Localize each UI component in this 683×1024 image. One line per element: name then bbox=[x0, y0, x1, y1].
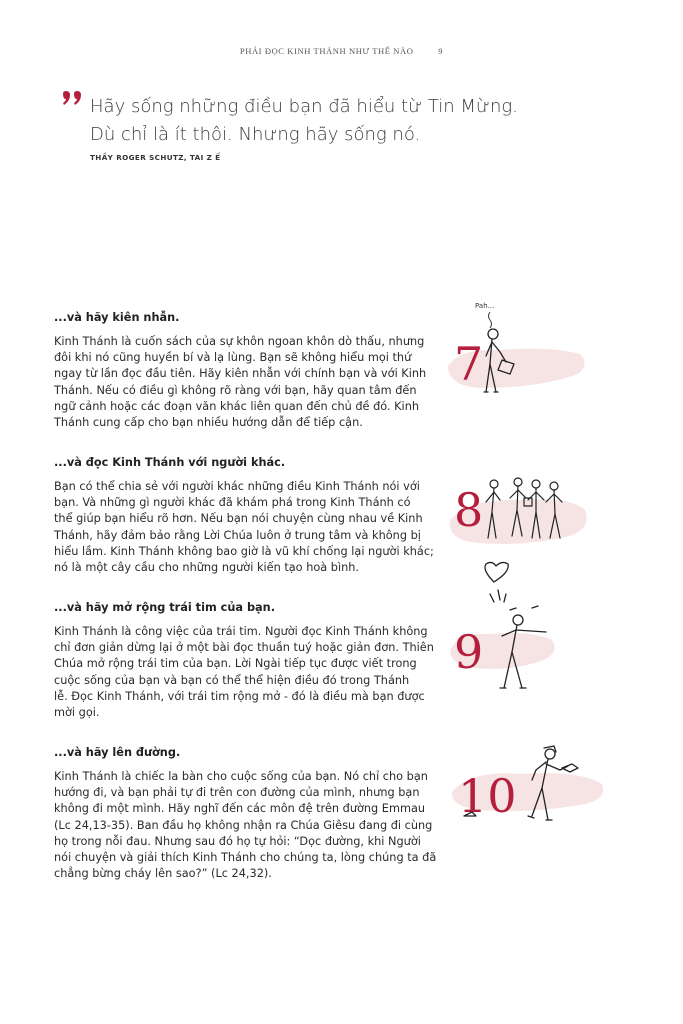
running-title: PHẢI ĐỌC KINH THÁNH NHƯ THẾ NÀO bbox=[239, 46, 414, 56]
section-9 bbox=[54, 601, 438, 721]
section-body bbox=[54, 624, 438, 721]
body-line: nói chuyện và giải thích Kinh Thánh cho chúng ta, lòng chúng ta đã bbox=[54, 851, 437, 865]
body-line: đôi khi nó cũng huyền bí và lạ lùng. Bạn sẽ không hiểu mọi thứ bbox=[54, 351, 412, 365]
body-line: hiểu lầm. Kinh Thánh không bao giờ là vũ khí chống lại người khác; bbox=[54, 544, 434, 558]
body-line: họ trong nỗi đau. Nhưng sau đó họ tự hỏi: “Dọc đường, khi Người bbox=[54, 834, 421, 848]
body-line: Kinh Thánh là chiếc la bàn cho cuộc sống của bạn. Nó chỉ cho bạn bbox=[54, 770, 428, 783]
section-body bbox=[54, 479, 438, 576]
body-line: nó là một cây cầu cho những người kiến tạo hoà bình. bbox=[54, 561, 359, 575]
quote-line: Hãy sống những điều bạn đã hiểu từ Tin Mừng. bbox=[90, 96, 518, 117]
body-line: chẳng bừng cháy lên sao?” (Lc 24,32). bbox=[54, 867, 272, 881]
body-line: Bạn có thể chia sẻ với người khác những điều Kinh Thánh nói với bbox=[54, 480, 420, 493]
body-line: (Lc 24,13-35). Ban đầu họ không nhận ra Chúa Giêsu đang đi cùng bbox=[54, 818, 433, 832]
body-line: Kinh Thánh là cuốn sách của sự khôn ngoan khôn dò thấu, nhưng bbox=[54, 335, 425, 348]
body-line: cuộc sống của bạn và bạn có thể thể hiện điều đó trong Thánh bbox=[54, 673, 410, 687]
number-9: 9 bbox=[454, 625, 484, 679]
body-line: Thánh. Nếu có điều gì không rõ ràng với bạn, hãy quan tâm đến bbox=[54, 383, 417, 397]
section-title: ...và đọc Kinh Thánh với người khác. bbox=[54, 456, 286, 469]
section-title: ...và hãy lên đường. bbox=[54, 746, 181, 759]
quote-author: THẦY ROGER SCHUTZ, TAI Z Ế bbox=[90, 153, 221, 162]
body-line: mời gọi. bbox=[54, 706, 100, 720]
running-head bbox=[0, 46, 683, 56]
body-line: Chúa mở rộng trái tim của bạn. Lời Ngài tiếp tục được viết trong bbox=[54, 657, 417, 671]
illustration-8 bbox=[440, 468, 600, 558]
quote-mark-icon bbox=[61, 90, 85, 114]
quote-line: Dù chỉ là ít thôi. Nhưng hãy sống nó. bbox=[90, 124, 421, 145]
quote-text bbox=[90, 93, 590, 149]
number-8: 8 bbox=[454, 483, 484, 537]
page-number: 9 bbox=[438, 46, 444, 56]
body-line: không đi một mình. Hãy nghĩ đến các môn đệ trên đường Emmau bbox=[54, 802, 426, 816]
body-line: ngay từ lần đọc đầu tiên. Hãy kiên nhẫn với chính bạn và với Kinh bbox=[54, 367, 427, 381]
illustration-caption: Pah... bbox=[475, 302, 495, 310]
illustration-7 bbox=[440, 292, 600, 404]
body-line: Kinh Thánh là công việc của trái tim. Người đọc Kinh Thánh không bbox=[54, 625, 428, 638]
section-body bbox=[54, 769, 438, 882]
body-line: Thánh cung cấp cho bạn nhiều hướng dẫn để tiếp cận. bbox=[54, 416, 363, 430]
section-title: ...và hãy mở rộng trái tim của bạn. bbox=[54, 601, 275, 614]
body-line: bạn. Và những gì người khác đã khám phá trong Kinh Thánh có bbox=[54, 496, 411, 510]
section-body bbox=[54, 334, 438, 431]
number-10: 10 bbox=[458, 769, 517, 823]
section-title: ...và hãy kiên nhẫn. bbox=[54, 311, 180, 324]
section-7 bbox=[54, 311, 438, 431]
body-line: thể giúp bạn hiểu rõ hơn. Nếu bạn nói chuyện cùng nhau về Kinh bbox=[54, 512, 423, 526]
body-line: Thánh, hãy đảm bảo rằng Lời Chúa luôn ở trung tâm và không bị bbox=[54, 528, 421, 542]
body-line: chỉ đơn giản dừng lại ở một bài đọc thuần tuý hoặc giản đơn. Thiên bbox=[54, 641, 434, 655]
body-line: hướng đi, và bạn phải tự đi trên con đường của mình, nhưng bạn bbox=[54, 786, 420, 800]
illustration-9 bbox=[440, 560, 580, 700]
number-7: 7 bbox=[454, 337, 484, 391]
body-line: lễ. Đọc Kinh Thánh, với trái tim rộng mở - đó là điều mà bạn được bbox=[54, 689, 425, 703]
section-10 bbox=[54, 746, 438, 882]
illustration-10 bbox=[440, 740, 620, 830]
body-line: ngữ cảnh hoặc các đoạn văn khác liên quan đến chủ đề đó. Kinh bbox=[54, 399, 420, 413]
section-8 bbox=[54, 456, 438, 576]
